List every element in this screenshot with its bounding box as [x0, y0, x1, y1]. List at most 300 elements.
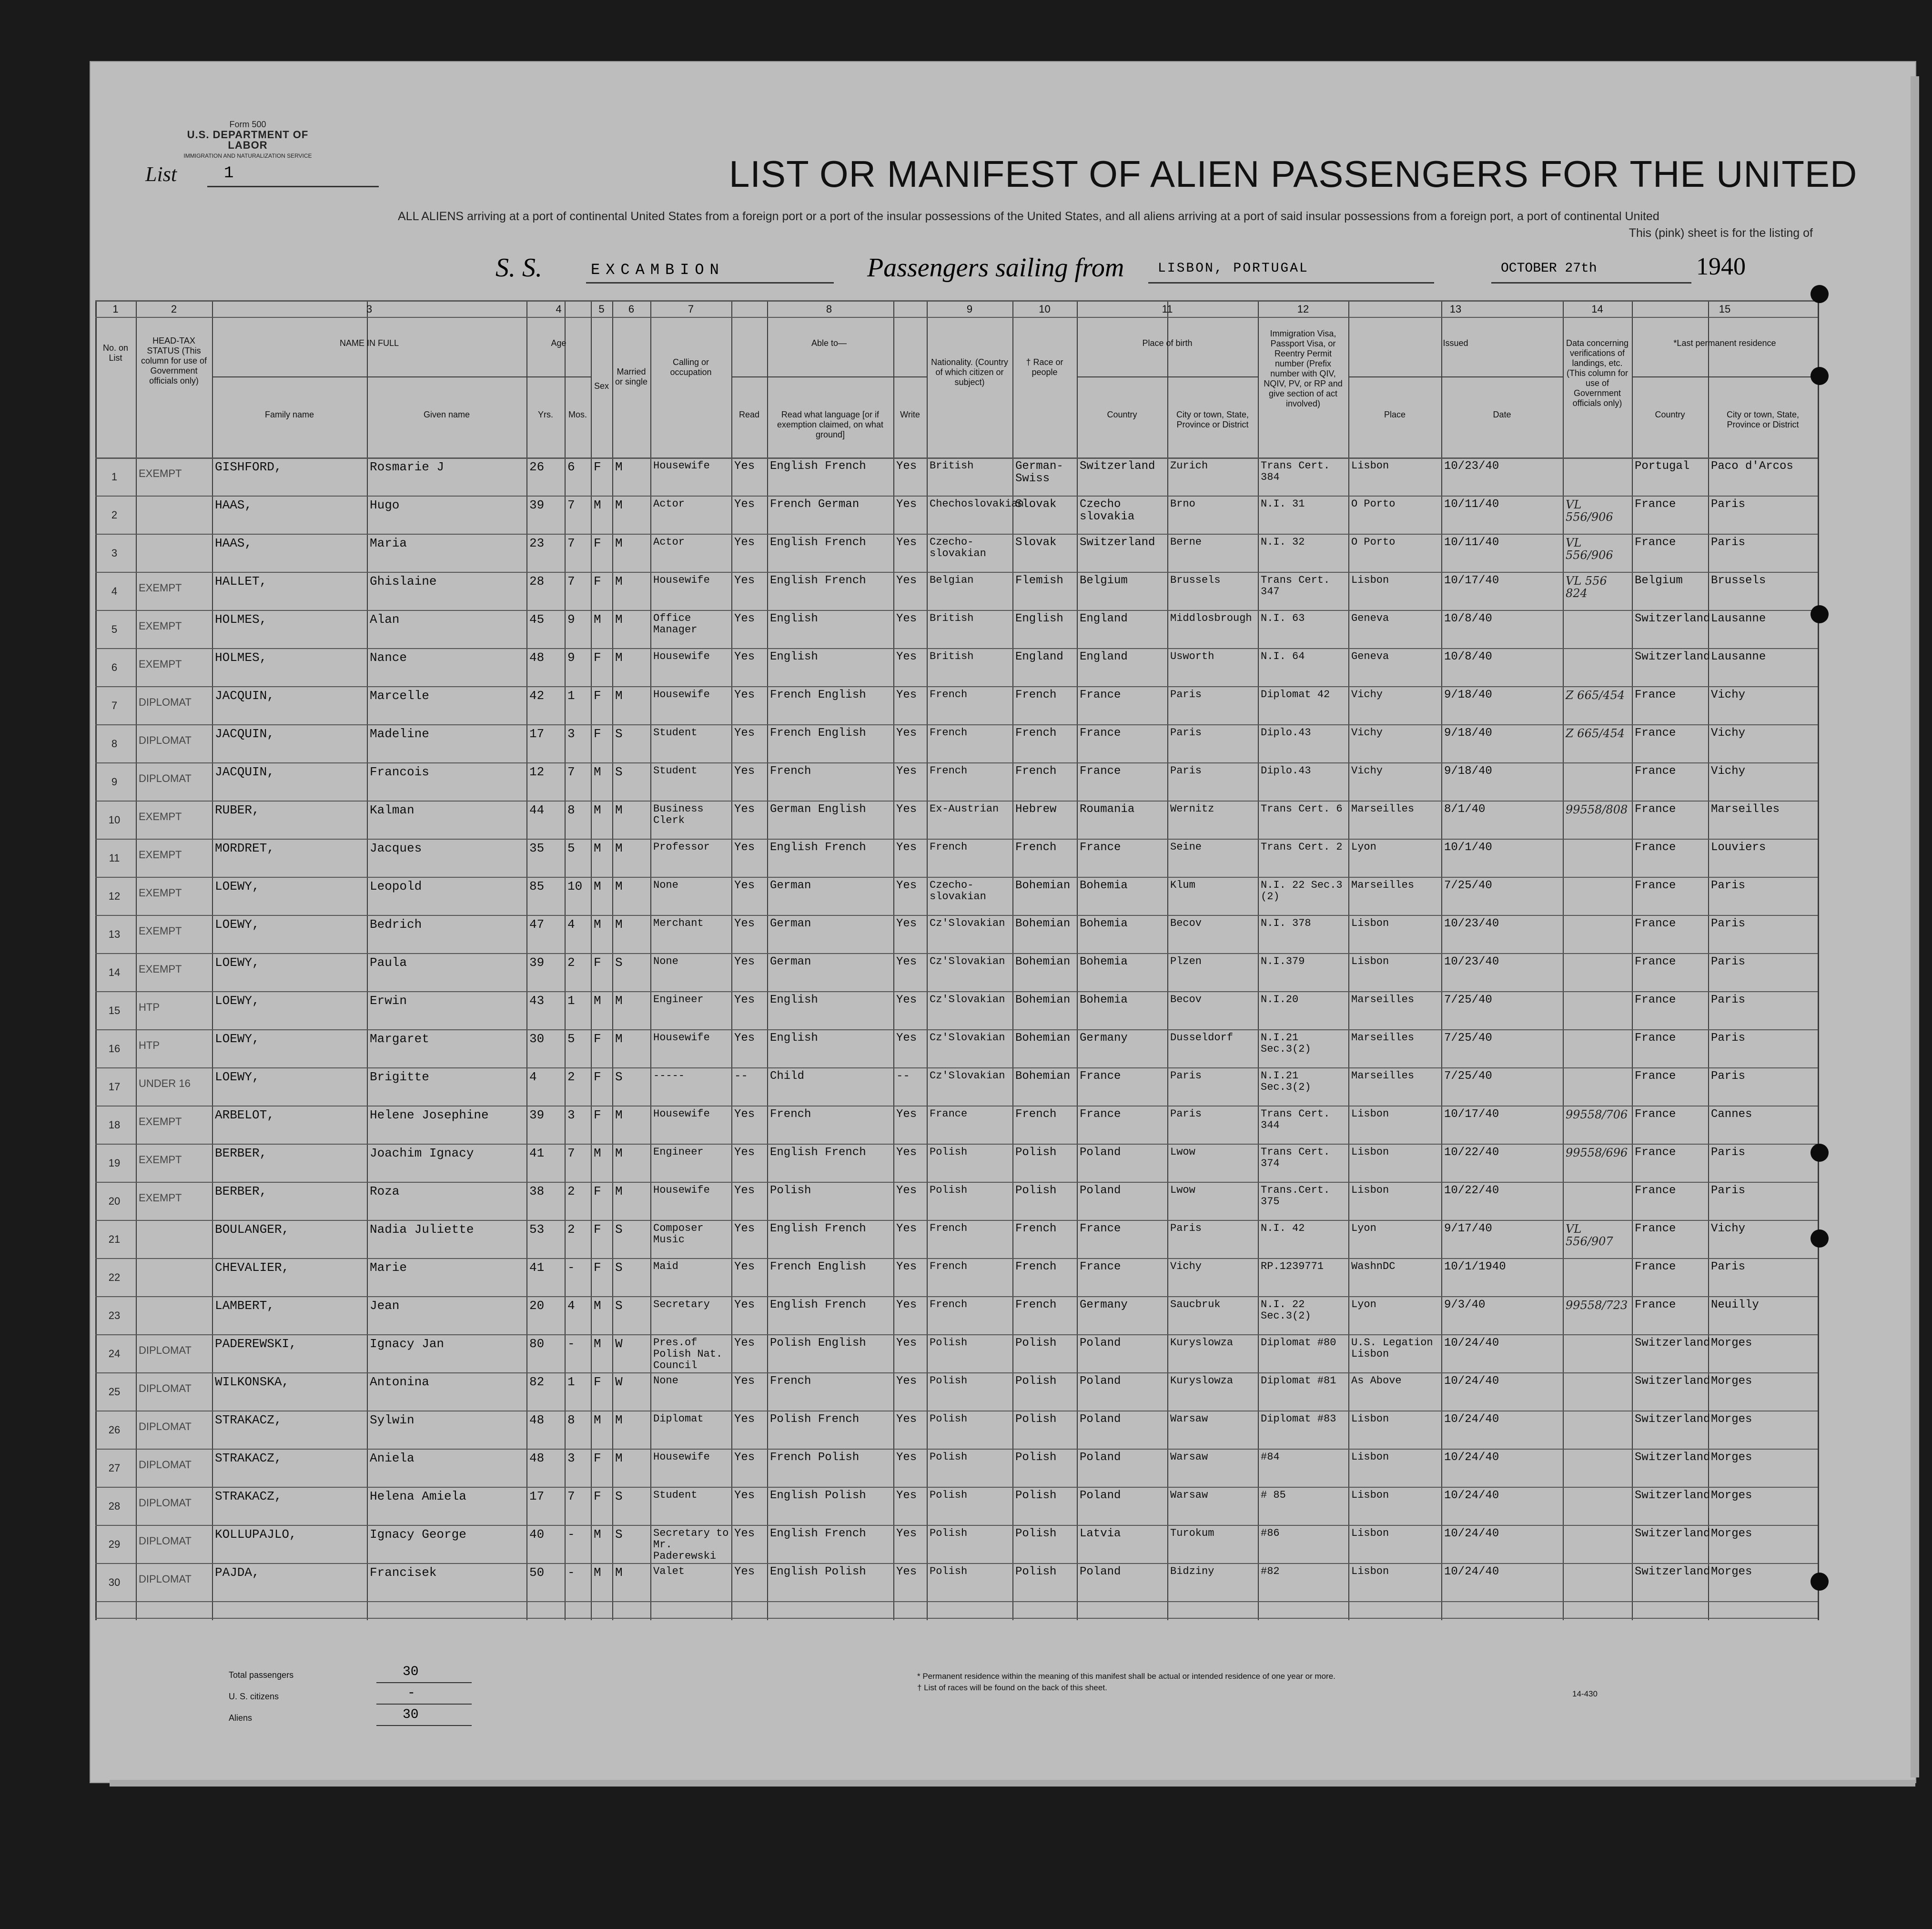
row-rule	[95, 1106, 1818, 1107]
issued-date-cell: 10/24/40	[1444, 1451, 1499, 1464]
date-underline	[1491, 282, 1691, 284]
race-cell: Bohemian	[1015, 1070, 1071, 1083]
page-title: LIST OR MANIFEST OF ALIEN PASSENGERS FOR THE UNITED	[729, 153, 1858, 195]
read-cell: Yes	[734, 1337, 755, 1350]
sex-cell: F	[594, 574, 601, 589]
sex-cell: M	[594, 803, 601, 817]
race-cell: French	[1015, 727, 1057, 740]
birth-city-cell: Zurich	[1170, 460, 1208, 472]
race-cell: Hebrew	[1015, 803, 1057, 816]
column-subheader: City or town, State, Province or District	[1726, 410, 1800, 429]
nationality-cell: Polish	[930, 1451, 968, 1463]
nationality-cell: French	[930, 1260, 968, 1272]
residence-city-cell: Morges	[1711, 1565, 1752, 1578]
column-header: Able to—	[811, 338, 847, 348]
status-cell: EXEMPT	[139, 887, 182, 899]
family-name-cell: STRAKACZ,	[215, 1451, 282, 1465]
nationality-cell: French	[930, 727, 968, 739]
nationality-cell: Polish	[930, 1413, 968, 1425]
read-cell: Yes	[734, 689, 755, 701]
visa-cell: N.I. 31	[1261, 498, 1305, 510]
given-name-cell: Marcelle	[370, 689, 429, 703]
birth-city-cell: Lwow	[1170, 1146, 1195, 1158]
race-cell: Flemish	[1015, 574, 1063, 587]
marital-cell: M	[615, 1451, 623, 1465]
issued-date-cell: 10/22/40	[1444, 1146, 1499, 1159]
column-number: 15	[1719, 303, 1731, 315]
issued-date-cell: 8/1/40	[1444, 803, 1486, 816]
sex-cell: M	[594, 994, 601, 1008]
given-name-cell: Antonina	[370, 1375, 429, 1389]
row-number: 8	[111, 738, 118, 750]
issued-place-cell: Marseilles	[1351, 1032, 1415, 1044]
column-header: Calling or occupation	[670, 357, 712, 377]
birth-country-cell: Czecho slovakia	[1080, 498, 1135, 523]
visa-cell: N.I. 63	[1261, 612, 1305, 624]
given-name-cell: Helena Amiela	[370, 1489, 466, 1503]
issued-place-cell: Lisbon	[1351, 955, 1389, 967]
binder-hole-3	[1811, 605, 1829, 623]
write-cell: Yes	[896, 1299, 917, 1311]
family-name-cell: STRAKACZ,	[215, 1489, 282, 1503]
verification-cell: VL 556/906	[1566, 536, 1613, 562]
language-cell: French	[770, 1108, 811, 1121]
visa-cell: Diplomat #80	[1261, 1337, 1336, 1349]
birth-country-cell: France	[1080, 765, 1121, 778]
issued-date-cell: 7/25/40	[1444, 1032, 1492, 1045]
read-cell: Yes	[734, 879, 755, 892]
write-cell: Yes	[896, 803, 917, 816]
language-cell: Polish	[770, 1184, 811, 1197]
issued-date-cell: 10/11/40	[1444, 536, 1499, 549]
write-cell: Yes	[896, 765, 917, 778]
race-cell: French	[1015, 841, 1057, 854]
birth-city-cell: Saucbruk	[1170, 1299, 1221, 1310]
sex-cell: F	[594, 1032, 601, 1046]
column-rule	[612, 300, 613, 1620]
issued-date-cell: 9/17/40	[1444, 1222, 1492, 1235]
list-underline	[207, 186, 379, 187]
marital-cell: M	[615, 1108, 623, 1122]
visa-cell: Trans.Cert. 375	[1261, 1184, 1330, 1208]
verification-cell: 99558/696	[1566, 1146, 1628, 1159]
residence-country-cell: France	[1635, 1108, 1676, 1121]
status-cell: EXEMPT	[139, 963, 182, 975]
age-years-cell: 41	[529, 1260, 545, 1275]
visa-cell: Diplomat #81	[1261, 1375, 1336, 1387]
birth-country-cell: Poland	[1080, 1451, 1121, 1464]
race-cell: German-Swiss	[1015, 460, 1063, 485]
write-cell: Yes	[896, 498, 917, 511]
read-cell: Yes	[734, 1527, 755, 1540]
given-name-cell: Ignacy Jan	[370, 1337, 445, 1351]
total-underline	[376, 1682, 472, 1683]
read-cell: Yes	[734, 841, 755, 854]
marital-cell: W	[615, 1337, 623, 1351]
form-number: Form 500	[229, 120, 266, 129]
row-rule	[95, 1182, 1818, 1183]
birth-country-cell: Belgium	[1080, 574, 1128, 587]
visa-cell: #86	[1261, 1527, 1280, 1539]
residence-country-cell: France	[1635, 1070, 1676, 1083]
column-subheader: Given name	[423, 410, 470, 419]
issued-place-cell: Lisbon	[1351, 1146, 1389, 1158]
residence-city-cell: Marseilles	[1711, 803, 1780, 816]
sex-cell: M	[594, 1413, 601, 1427]
race-cell: French	[1015, 1299, 1057, 1311]
family-name-cell: LOEWY,	[215, 879, 260, 893]
status-cell: EXEMPT	[139, 849, 182, 861]
residence-country-cell: Switzerland	[1635, 1489, 1710, 1502]
residence-country-cell: France	[1635, 879, 1676, 892]
language-cell: English	[770, 612, 818, 625]
age-years-cell: 30	[529, 1032, 545, 1046]
issued-place-cell: Lisbon	[1351, 1451, 1389, 1463]
marital-cell: M	[615, 1565, 623, 1580]
row-number: 7	[111, 700, 118, 711]
header-divider	[731, 376, 927, 377]
nationality-cell: Chechoslovakian	[930, 498, 1024, 510]
issued-place-cell: Vichy	[1351, 727, 1383, 739]
nationality-cell: French	[930, 765, 968, 777]
column-subheader: Family name	[264, 410, 314, 419]
birth-country-cell: France	[1080, 1222, 1121, 1235]
page-subtitle-2: This (pink) sheet is for the listing of	[1629, 226, 1813, 240]
occupation-cell: Student	[653, 765, 698, 777]
status-cell: HTP	[139, 1039, 160, 1051]
residence-city-cell: Morges	[1711, 1527, 1752, 1540]
race-cell: French	[1015, 1260, 1057, 1273]
issued-place-cell: Lisbon	[1351, 1527, 1389, 1539]
given-name-cell: Marie	[370, 1260, 407, 1275]
read-cell: Yes	[734, 612, 755, 625]
language-cell: English Polish	[770, 1489, 866, 1502]
family-name-cell: HOLMES,	[215, 650, 267, 665]
age-years-cell: 39	[529, 498, 545, 512]
birth-city-cell: Lwow	[1170, 1184, 1195, 1196]
birth-country-cell: Bohemia	[1080, 879, 1128, 892]
column-rule	[136, 300, 137, 1620]
write-cell: Yes	[896, 1413, 917, 1426]
age-months-cell: 8	[567, 1413, 575, 1427]
residence-country-cell: Switzerland	[1635, 612, 1710, 625]
family-name-cell: ARBELOT,	[215, 1108, 274, 1122]
residence-country-cell: France	[1635, 765, 1676, 778]
verification-cell: VL 556/907	[1566, 1222, 1613, 1248]
language-cell: German	[770, 955, 811, 968]
marital-cell: M	[615, 917, 623, 932]
marital-cell: M	[615, 1184, 623, 1198]
nationality-cell: Polish	[930, 1146, 968, 1158]
birth-city-cell: Seine	[1170, 841, 1202, 853]
residence-city-cell: Brussels	[1711, 574, 1766, 587]
sex-cell: M	[594, 1146, 601, 1160]
age-months-cell: 3	[567, 727, 575, 741]
given-name-cell: Helene Josephine	[370, 1108, 489, 1122]
issued-date-cell: 7/25/40	[1444, 879, 1492, 892]
read-cell: Yes	[734, 1375, 755, 1388]
header-divider	[526, 376, 591, 377]
write-cell: Yes	[896, 1337, 917, 1350]
residence-city-cell: Paris	[1711, 994, 1746, 1006]
language-cell: French English	[770, 689, 866, 701]
residence-country-cell: France	[1635, 498, 1676, 511]
column-header: Immigration Visa, Passport Visa, or Reentry Permit number (Prefix number with QIV, NQIV, PV, or RP and give section of act involved)	[1264, 329, 1343, 408]
issued-date-cell: 10/1/1940	[1444, 1260, 1506, 1273]
given-name-cell: Erwin	[370, 994, 407, 1008]
sex-cell: M	[594, 841, 601, 855]
visa-cell: N.I.20	[1261, 994, 1299, 1005]
write-cell: Yes	[896, 1146, 917, 1159]
header-divider	[1348, 376, 1563, 377]
issued-date-cell: 9/18/40	[1444, 689, 1492, 701]
write-cell: Yes	[896, 1260, 917, 1273]
write-cell: Yes	[896, 650, 917, 663]
visa-cell: Diplo.43	[1261, 727, 1311, 739]
column-number: 7	[688, 303, 694, 315]
age-months-cell: 9	[567, 612, 575, 627]
language-cell: English French	[770, 536, 866, 549]
marital-cell: M	[615, 803, 623, 817]
residence-city-cell: Paris	[1711, 536, 1746, 549]
status-cell: HTP	[139, 1001, 160, 1013]
status-cell: DIPLOMAT	[139, 1497, 192, 1509]
residence-city-cell: Morges	[1711, 1451, 1752, 1464]
verification-cell: 99558/723	[1566, 1299, 1628, 1312]
row-rule	[95, 648, 1818, 649]
age-years-cell: 80	[529, 1337, 545, 1351]
marital-cell: S	[615, 1489, 623, 1503]
occupation-cell: Composer Music	[653, 1222, 704, 1246]
visa-cell: N.I. 32	[1261, 536, 1305, 548]
visa-cell: Trans Cert. 384	[1261, 460, 1330, 483]
given-name-cell: Nadia Juliette	[370, 1222, 474, 1237]
status-cell: EXEMPT	[139, 1116, 182, 1127]
age-years-cell: 44	[529, 803, 545, 817]
visa-cell: N.I.379	[1261, 955, 1305, 967]
nationality-cell: Cz'Slovakian	[930, 955, 1005, 967]
status-cell: DIPLOMAT	[139, 734, 192, 746]
family-name-cell: LAMBERT,	[215, 1299, 274, 1313]
age-months-cell: 5	[567, 841, 575, 855]
issued-place-cell: As Above	[1351, 1375, 1402, 1387]
issued-place-cell: O Porto	[1351, 498, 1396, 510]
write-cell: Yes	[896, 1527, 917, 1540]
nationality-cell: British	[930, 460, 974, 472]
family-name-cell: HOLMES,	[215, 612, 267, 627]
language-cell: French Polish	[770, 1451, 860, 1464]
column-header: NAME IN FULL	[339, 338, 399, 348]
age-years-cell: 47	[529, 917, 545, 932]
occupation-cell: Valet	[653, 1565, 685, 1577]
age-months-cell: -	[567, 1337, 575, 1351]
row-number: 28	[108, 1500, 121, 1512]
column-rule	[1441, 300, 1442, 1620]
birth-country-cell: Poland	[1080, 1337, 1121, 1350]
issued-place-cell: Marseilles	[1351, 803, 1415, 815]
row-rule	[95, 1449, 1818, 1450]
birth-city-cell: Warsaw	[1170, 1489, 1208, 1501]
family-name-cell: RUBER,	[215, 803, 260, 817]
sex-cell: M	[594, 1337, 601, 1351]
row-number: 25	[108, 1386, 121, 1398]
verification-cell: Z 665/454	[1566, 727, 1625, 740]
residence-country-cell: Switzerland	[1635, 1337, 1710, 1350]
marital-cell: M	[615, 1413, 623, 1427]
family-name-cell: BOULANGER,	[215, 1222, 290, 1237]
occupation-cell: Pres.of Polish Nat. Council	[653, 1337, 723, 1371]
sex-cell: F	[594, 689, 601, 703]
column-subheader: City or town, State, Province or District	[1176, 410, 1249, 429]
row-rule	[95, 496, 1818, 497]
read-cell: Yes	[734, 1108, 755, 1121]
issued-place-cell: Marseilles	[1351, 994, 1415, 1005]
given-name-cell: Ghislaine	[370, 574, 437, 589]
occupation-cell: Student	[653, 727, 698, 739]
age-years-cell: 42	[529, 689, 545, 703]
residence-country-cell: France	[1635, 1146, 1676, 1159]
read-cell: Yes	[734, 1222, 755, 1235]
age-months-cell: 7	[567, 498, 575, 512]
visa-cell: N.I. 378	[1261, 917, 1311, 929]
column-rule	[565, 300, 566, 1620]
race-cell: Polish	[1015, 1451, 1057, 1464]
race-cell: Bohemian	[1015, 994, 1071, 1006]
family-name-cell: LOEWY,	[215, 917, 260, 932]
column-number: 2	[171, 303, 177, 315]
birth-country-cell: France	[1080, 1070, 1121, 1083]
family-name-cell: HAAS,	[215, 498, 253, 512]
visa-cell: N.I. 22 Sec.3 (2)	[1261, 879, 1343, 903]
issued-date-cell: 10/17/40	[1444, 574, 1499, 587]
birth-city-cell: Paris	[1170, 1070, 1202, 1082]
age-years-cell: 50	[529, 1565, 545, 1580]
occupation-cell: Housewife	[653, 689, 710, 701]
family-name-cell: CHEVALIER,	[215, 1260, 290, 1275]
residence-country-cell: Switzerland	[1635, 1565, 1710, 1578]
binder-hole-1	[1811, 285, 1829, 303]
column-number: 14	[1591, 303, 1603, 315]
occupation-cell: Actor	[653, 536, 685, 548]
age-months-cell: 3	[567, 1451, 575, 1465]
column-subheader: Yrs.	[537, 410, 553, 419]
visa-cell: Trans Cert. 6	[1261, 803, 1343, 815]
row-rule	[95, 610, 1818, 611]
birth-country-cell: Bohemia	[1080, 917, 1128, 930]
residence-country-cell: France	[1635, 1032, 1676, 1045]
age-years-cell: 12	[529, 765, 545, 779]
visa-cell: Diplo.43	[1261, 765, 1311, 777]
residence-city-cell: Morges	[1711, 1413, 1752, 1426]
birth-country-cell: Germany	[1080, 1032, 1128, 1045]
nationality-cell: French	[930, 1222, 968, 1234]
age-years-cell: 53	[529, 1222, 545, 1237]
birth-city-cell: Paris	[1170, 765, 1202, 777]
given-name-cell: Brigitte	[370, 1070, 429, 1084]
sex-cell: M	[594, 612, 601, 627]
row-number: 13	[108, 928, 121, 940]
write-cell: Yes	[896, 879, 917, 892]
residence-city-cell: Lausanne	[1711, 650, 1766, 663]
column-header: Sex	[594, 381, 609, 391]
residence-city-cell: Paris	[1711, 917, 1746, 930]
column-rule	[1258, 300, 1259, 1620]
header-divider	[212, 376, 526, 377]
age-years-cell: 48	[529, 1451, 545, 1465]
us-citizens-value: -	[407, 1686, 415, 1701]
column-rule	[1167, 300, 1168, 1620]
status-cell: DIPLOMAT	[139, 1535, 192, 1547]
column-rule	[650, 300, 651, 1620]
write-cell: Yes	[896, 574, 917, 587]
issued-date-cell: 10/11/40	[1444, 498, 1499, 511]
marital-cell: S	[615, 955, 623, 970]
status-cell: EXEMPT	[139, 811, 182, 822]
age-months-cell: 1	[567, 1375, 575, 1389]
read-cell: Yes	[734, 536, 755, 549]
status-cell: DIPLOMAT	[139, 1382, 192, 1394]
family-name-cell: STRAKACZ,	[215, 1413, 282, 1427]
column-rule	[767, 300, 768, 1620]
birth-country-cell: Poland	[1080, 1184, 1121, 1197]
sex-cell: F	[594, 460, 601, 474]
form-header	[172, 119, 324, 161]
occupation-cell: None	[653, 879, 678, 891]
row-rule	[95, 686, 1818, 687]
language-cell: Child	[770, 1070, 805, 1083]
residence-country-cell: France	[1635, 1222, 1676, 1235]
birth-city-cell: Middlosbrough	[1170, 612, 1252, 624]
column-header: Nationality. (Country of which citizen or subject)	[931, 357, 1008, 387]
sex-cell: F	[594, 1070, 601, 1084]
age-years-cell: 17	[529, 727, 545, 741]
age-years-cell: 39	[529, 955, 545, 970]
occupation-cell: Housewife	[653, 460, 710, 472]
family-name-cell: LOEWY,	[215, 994, 260, 1008]
status-cell: DIPLOMAT	[139, 696, 192, 708]
column-rule	[1348, 300, 1349, 1620]
age-months-cell: 2	[567, 1222, 575, 1237]
residence-country-cell: France	[1635, 1299, 1676, 1311]
given-name-cell: Alan	[370, 612, 400, 627]
age-years-cell: 43	[529, 994, 545, 1008]
marital-cell: W	[615, 1375, 623, 1389]
issued-date-cell: 10/17/40	[1444, 1108, 1499, 1121]
age-years-cell: 35	[529, 841, 545, 855]
race-cell: Polish	[1015, 1146, 1057, 1159]
verification-cell: 99558/808	[1566, 803, 1628, 816]
visa-cell: Diplomat 42	[1261, 689, 1330, 701]
row-rule	[95, 457, 1818, 459]
column-subheader: Country	[1107, 410, 1137, 419]
status-cell: EXEMPT	[139, 1154, 182, 1166]
given-name-cell: Roza	[370, 1184, 400, 1198]
residence-city-cell: Lausanne	[1711, 612, 1766, 625]
row-number: 24	[108, 1348, 121, 1360]
age-years-cell: 82	[529, 1375, 545, 1389]
given-name-cell: Madeline	[370, 727, 429, 741]
residence-country-cell: France	[1635, 917, 1676, 930]
read-cell: Yes	[734, 1413, 755, 1426]
language-cell: Polish English	[770, 1337, 866, 1350]
family-name-cell: MORDRET,	[215, 841, 274, 855]
language-cell: English French	[770, 574, 866, 587]
family-name-cell: LOEWY,	[215, 1070, 260, 1084]
sex-cell: F	[594, 1108, 601, 1122]
column-rule	[1563, 300, 1564, 1620]
language-cell: French English	[770, 727, 866, 740]
occupation-cell: Merchant	[653, 917, 704, 929]
